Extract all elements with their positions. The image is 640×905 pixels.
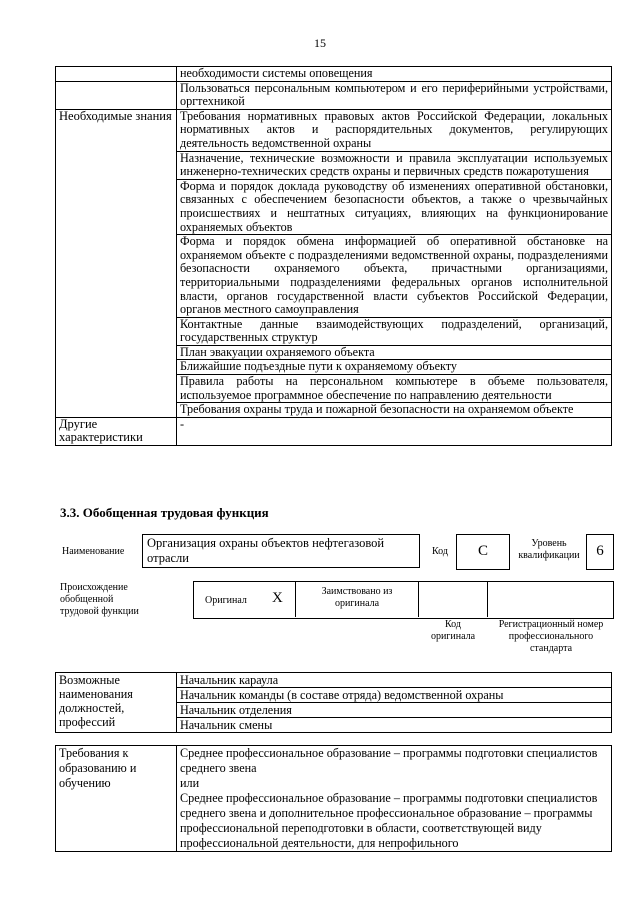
cell-text: Требования нормативных правовых актов Российской Федерации, локальных нормативных актов и распорядительных документов, регулирующих деятельность ведомственной охраны — [177, 109, 612, 151]
position-item: Начальник смены — [177, 718, 612, 733]
positions-table — [55, 672, 612, 733]
section-title: 3.3. Обобщенная трудовая функция — [60, 505, 269, 520]
position-item: Начальник отделения — [177, 703, 612, 718]
name-value: Организация охраны объектов нефтегазовой отрасли — [142, 534, 420, 568]
education-item: или — [180, 776, 200, 790]
code-original-label: Код оригинала — [430, 619, 476, 642]
original-label: Оригинал — [205, 595, 247, 606]
position-item: Начальник команды (в составе отряда) ведомственной охраны — [177, 688, 612, 703]
borrowed-label: Заимствовано из оригинала — [321, 586, 393, 609]
education-item: Среднее профессиональное образование – программы подготовки специалистов среднего звена и дополнительное профессиональное образование – программы профессиональной переподготовки в области, соответствующей виду профессиональной деятельности, для непрофильного — [180, 791, 598, 850]
cell-text: Контактные данные взаимодействующих подразделений, организаций, государственных структур — [177, 317, 612, 345]
row-label — [56, 67, 177, 82]
origin-label: Происхождение обобщенной трудовой функции — [60, 582, 139, 617]
origin-divider — [418, 581, 419, 617]
row-label — [56, 81, 177, 109]
level-label: Уровень квалификации — [518, 538, 580, 561]
education-label: Требования к образованию и обучению — [56, 746, 177, 852]
name-label: Наименование — [62, 546, 125, 557]
education-table — [55, 745, 612, 852]
row-label-knowledge: Необходимые знания — [56, 109, 177, 417]
cell-text: Требования охраны труда и пожарной безопасности на охраняемом объекте — [177, 403, 612, 418]
position-item: Начальник караула — [177, 673, 612, 688]
cell-text: Правила работы на персональном компьютере в объеме пользователя, используемое программное обеспечение по направлению деятельности — [177, 375, 612, 403]
original-mark: X — [272, 590, 283, 606]
row-label-other: Другие характеристики — [56, 417, 177, 445]
knowledge-table — [55, 66, 612, 446]
education-item: Среднее профессиональное образование – программы подготовки специалистов среднего звена — [180, 746, 598, 775]
cell-text: Назначение, технические возможности и правила эксплуатации используемых инженерно-технических средств охраны и первичных средств пожаротушения — [177, 151, 612, 179]
cell-text: Форма и порядок обмена информацией об оперативной обстановке на охраняемом объекте с подразделениями ведомственной охраны, подразделениями безопасности охраняемого объекта, причастными организациями, территориальными подразделениями федеральных органов исполнительной власти, органов государственной власти субъектов Российской Федерации, органов местного самоуправления — [177, 235, 612, 318]
cell-text: - — [177, 417, 612, 445]
page-number: 15 — [314, 36, 326, 50]
cell-text: Форма и порядок доклада руководству об изменениях оперативной обстановки, связанных с обеспечением безопасности объектов, а также о чрезвычайных происшествиях и нештатных ситуациях, влияющих на функционирование охраняемых объектов — [177, 179, 612, 234]
origin-divider — [295, 581, 296, 617]
cell-text: План эвакуации охраняемого объекта — [177, 345, 612, 360]
code-label: Код — [432, 546, 448, 557]
origin-divider — [487, 581, 488, 617]
level-value: 6 — [586, 534, 614, 570]
cell-text: Пользоваться персональным компьютером и его периферийными устройствами, оргтехникой — [177, 81, 612, 109]
positions-label: Возможные наименования должностей, профессий — [56, 673, 177, 733]
reg-number-label: Регистрационный номер профессионального стандарта — [498, 619, 604, 654]
cell-text: необходимости системы оповещения — [177, 67, 612, 82]
cell-text: Ближайшие подъездные пути к охраняемому объекту — [177, 360, 612, 375]
code-value: С — [456, 534, 510, 570]
education-cell — [177, 746, 612, 852]
